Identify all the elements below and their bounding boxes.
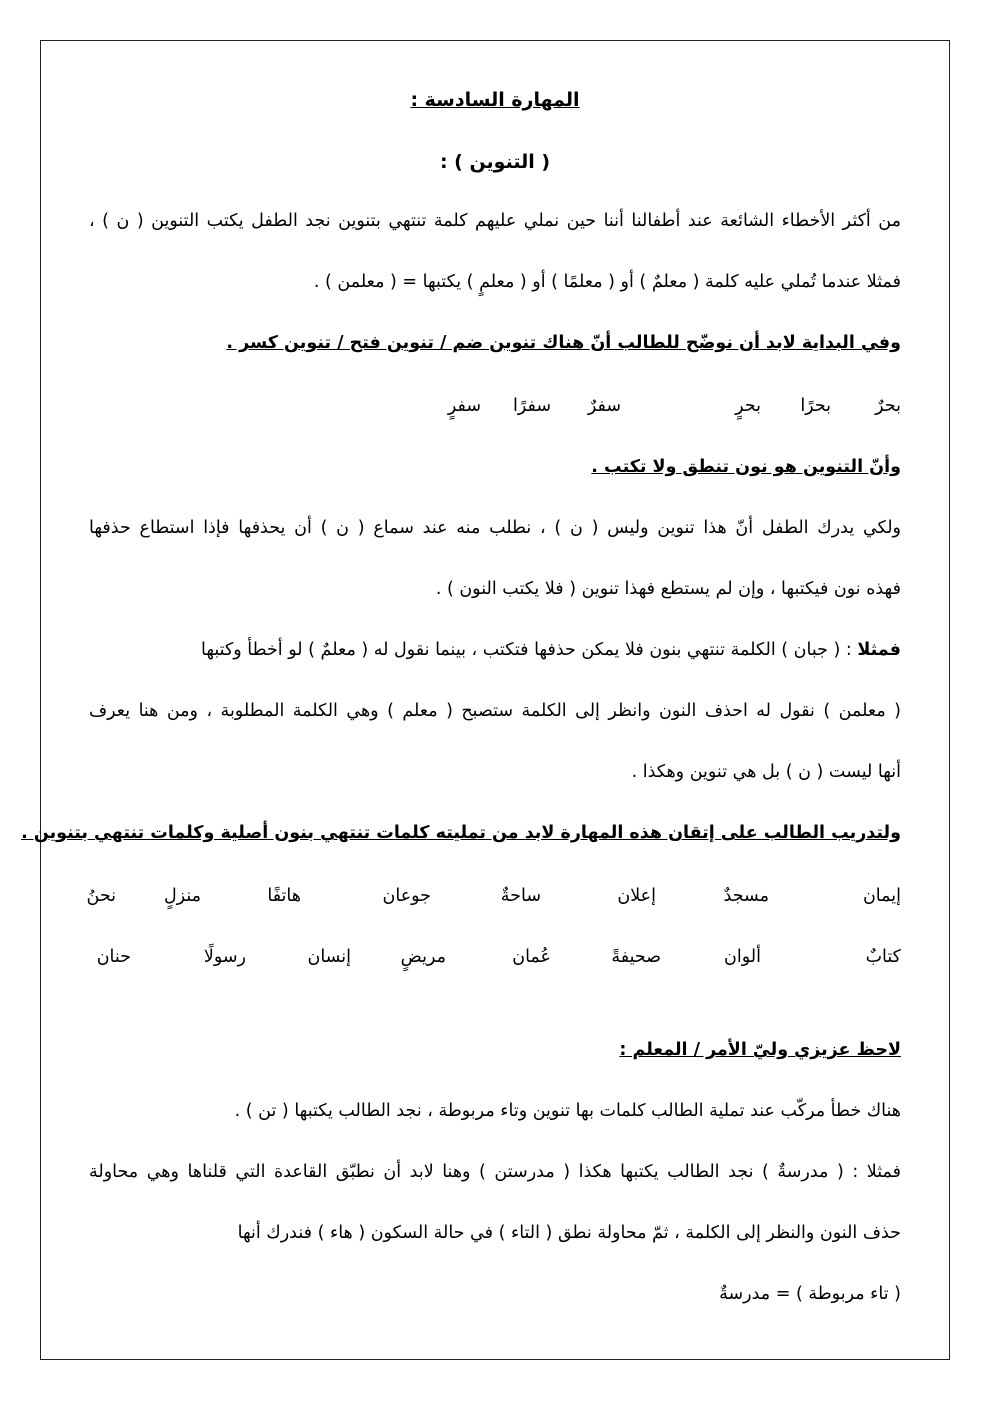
words-row-1 — [86, 883, 901, 909]
word-item: إنسان — [307, 947, 351, 967]
example-word: سفرًا — [512, 396, 551, 416]
para4-line4: ( تاء مربوطة ) = مدرسةٌ — [719, 1284, 901, 1304]
page-title: المهارة السادسة : — [410, 89, 580, 111]
example-word: سفرٌ — [587, 396, 621, 416]
para4-line2: فمثلا : ( مدرسةٌ ) نجد الطالب يكتبها هكذا ( مدرستن ) وهنا لابد أن نطبّق القاعدة التي قلناها وهي محاولة — [89, 1162, 901, 1182]
example-word: بحرًا — [800, 396, 831, 416]
example-word: بحرٌ — [875, 396, 901, 416]
word-item: مريضٍ — [400, 947, 446, 967]
word-item: هاتفًا — [267, 886, 301, 906]
heading-tanween-noon: وأنّ التنوين هو نون تنطق ولا تكتب . — [591, 457, 901, 477]
example-word: بحرٍ — [735, 396, 761, 416]
word-item: إيمان — [862, 886, 901, 906]
word-item: مسجدٌ — [723, 886, 769, 906]
para3-line2: ( معلمن ) نقول له احذف النون وانظر إلى الكلمة ستصبح ( معلم ) وهي الكلمة المطلوبة ، ومن هنا يعرف — [89, 701, 901, 721]
page-subtitle: ( التنوين ) : — [439, 151, 551, 173]
word-item: جوعان — [382, 886, 431, 906]
para1-line2: فمثلا عندما تُملي عليه كلمة ( معلمٌ ) أو ( معلمًا ) أو ( معلمٍ ) يكتبها = ( معلمن ) . — [313, 272, 901, 292]
word-item: صحيفةً — [611, 947, 661, 967]
para1-line1: من أكثر الأخطاء الشائعة عند أطفالنا أننا حين نملي عليهم كلمة تنتهي بتنوين نجد الطفل يكتب التنوين ( ن ) ، — [89, 211, 901, 231]
words-row-2 — [89, 944, 901, 970]
para4-line3: حذف النون والنظر إلى الكلمة ، ثمّ محاولة نطق ( التاء ) في حالة السكون ( هاء ) فندرك أنها — [237, 1223, 901, 1243]
para3-line1-text: : ( جبان ) الكلمة تنتهي بنون فلا يمكن حذفها فتكتب ، بينما نقول له ( معلمٌ ) لو أخطأ وكتبها — [201, 640, 858, 660]
word-item: نحنُ — [86, 886, 116, 906]
word-item: حنان — [96, 947, 131, 967]
heading-tanween-types: وفي البداية لابد أن نوضّح للطالب أنّ هناك تنوين ضم / تنوين فتح / تنوين كسر . — [226, 333, 901, 353]
example-label: فمثلا — [857, 640, 901, 660]
para3-line3: أنها ليست ( ن ) بل هي تنوين وهكذا . — [631, 762, 901, 782]
word-item: إعلان — [617, 886, 656, 906]
page-frame — [21, 40, 950, 1360]
word-item: رسولًا — [203, 947, 246, 967]
para4-line1: هناك خطأ مركّب عند تملية الطالب كلمات بها تنوين وتاء مربوطة ، نجد الطالب يكتبها ( تن ) . — [234, 1101, 901, 1121]
word-item: منزلٍ — [163, 886, 201, 906]
word-item: ساحةٌ — [500, 886, 541, 906]
para2-line1: ولكي يدرك الطفل أنّ هذا تنوين وليس ( ن ) ، نطلب منه عند سماع ( ن ) أن يحذفها فإذا استطاع حذفها — [89, 518, 901, 538]
word-item: كتابٌ — [865, 947, 901, 967]
heading-note: لاحظ عزيزي وليّ الأمر / المعلم : — [619, 1040, 901, 1060]
example-word: سفرٍ — [447, 396, 481, 416]
para3-line1 — [89, 637, 901, 663]
para2-line2: فهذه نون فيكتبها ، وإن لم يستطع فهذا تنوين ( فلا يكتب النون ) . — [435, 579, 901, 599]
examples-tanween-row — [89, 393, 901, 419]
word-item: ألوان — [724, 947, 761, 967]
word-item: عُمان — [512, 947, 551, 967]
heading-training: ولتدريب الطالب على إتقان هذه المهارة لابد من تمليته كلمات تنتهي بنون أصلية وكلمات تنتهي بتنوين . — [21, 823, 901, 843]
